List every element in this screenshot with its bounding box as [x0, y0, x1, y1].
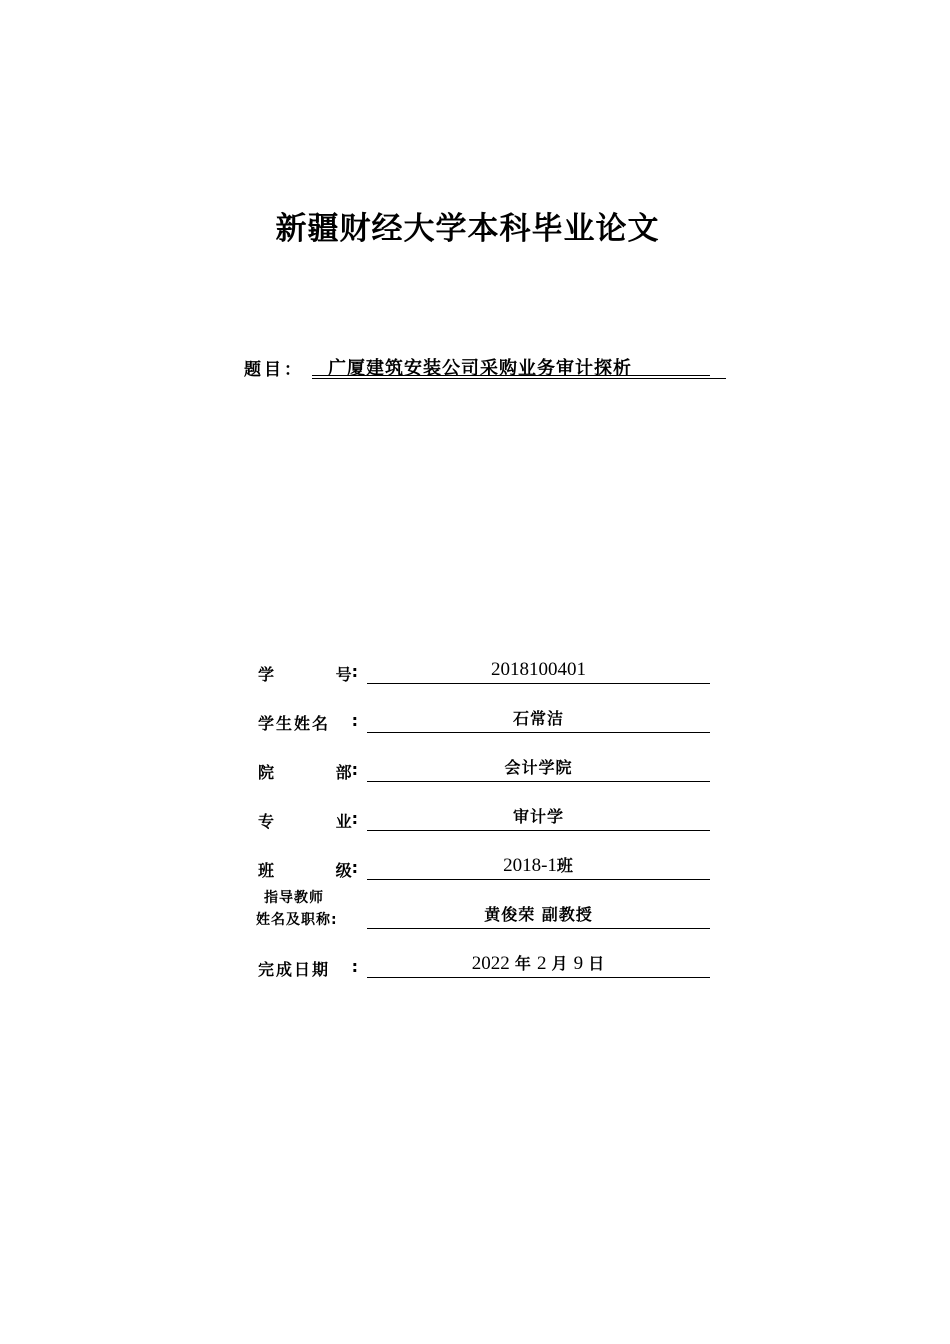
topic-label: 题目： — [244, 360, 304, 380]
major-value: 审计学 — [512, 807, 564, 826]
completion-year: 2022 — [471, 953, 510, 974]
student-name-colon: : — [351, 711, 358, 730]
department-value: 会计学院 — [504, 758, 573, 777]
student-name-label — [258, 711, 358, 734]
completion-date-colon: : — [351, 957, 358, 976]
class-value-suffix: 班 — [556, 856, 574, 875]
student-name-value: 石常洁 — [512, 709, 564, 728]
class-value-number: 2018-1 — [503, 855, 557, 876]
completion-date-field — [367, 951, 710, 978]
advisor-label-line2 — [256, 909, 338, 929]
class-label — [258, 858, 358, 881]
department-field — [367, 755, 710, 782]
class-label-a: 班 — [258, 861, 275, 880]
major-colon: : — [351, 809, 358, 828]
class-label-b: 级 — [335, 861, 352, 880]
department-label-a: 院 — [258, 763, 275, 782]
department-colon: : — [351, 760, 358, 779]
student-id-label — [258, 662, 358, 685]
student-name-field — [367, 706, 710, 733]
major-label-b: 业 — [335, 812, 352, 831]
student-id-label-b: 号 — [335, 665, 352, 684]
topic-value: 广厦建筑安装公司采购业务审计探析 — [328, 358, 632, 379]
completion-day-unit: 日 — [588, 954, 606, 973]
advisor-value: 黄俊荣 副教授 — [484, 905, 593, 924]
advisor-label-line2-text: 姓名及职称 — [256, 912, 331, 928]
major-field — [367, 804, 710, 831]
department-label — [258, 760, 358, 783]
completion-month-unit: 月 — [551, 954, 569, 973]
student-id-label-a: 学 — [258, 665, 275, 684]
advisor-colon: : — [331, 912, 338, 928]
completion-date-label-text: 完成日期 — [258, 960, 331, 979]
major-label-a: 专 — [258, 812, 275, 831]
student-id-value: 2018100401 — [491, 659, 586, 680]
completion-year-unit: 年 — [514, 954, 532, 973]
topic-value-field — [312, 352, 726, 379]
completion-month: 2 — [536, 953, 547, 974]
advisor-label-line1: 指导教师 — [264, 890, 324, 906]
student-id-field — [367, 657, 710, 684]
student-name-label-text: 学生姓名 — [258, 714, 331, 733]
department-label-b: 部 — [335, 763, 352, 782]
student-id-colon: : — [351, 662, 358, 681]
major-label — [258, 809, 358, 832]
completion-day: 9 — [573, 953, 584, 974]
completion-date-label — [258, 957, 358, 980]
page-title: 新疆财经大学本科毕业论文 — [275, 211, 660, 247]
advisor-field — [367, 902, 710, 929]
class-colon: : — [351, 858, 358, 877]
class-field — [367, 853, 710, 880]
